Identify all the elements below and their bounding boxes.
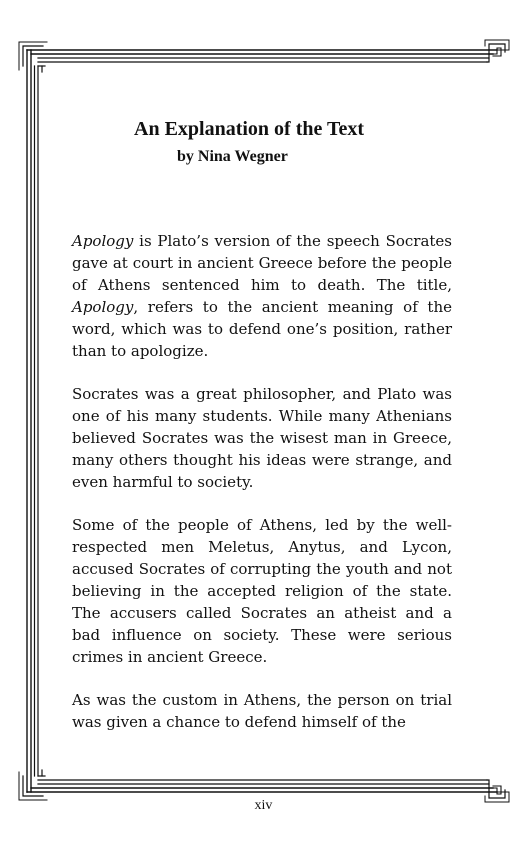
paragraph-2: Socrates was a great philosopher, and Plato was one of his many students. While many Athenians believed Socrates was the wisest man in Greece, many others thought his ideas were strange, and even harmful to society. — [72, 385, 452, 491]
chapter-heading — [72, 117, 452, 167]
paragraph-4: As was the custom in Athens, the person on trial was given a chance to defend himself of the — [72, 691, 452, 731]
paragraph-1 — [72, 230, 452, 362]
paragraph-text: is Plato’s version of the speech Socrates gave at court in ancient Greece before the people of Athens sentenced him to death. The title, — [72, 232, 452, 294]
author-byline: by Nina Wegner — [177, 148, 288, 165]
paragraph-text: , refers to the ancient meaning of the word, which was to defend one’s position, rather than to apologize. — [72, 298, 452, 360]
italic-term: Apology — [72, 232, 134, 250]
page-number: xiv — [254, 798, 273, 813]
body-text — [72, 230, 452, 754]
page-title: An Explanation of the Text — [134, 118, 365, 140]
italic-term: Apology — [72, 298, 134, 316]
paragraph-3: Some of the people of Athens, led by the well-respected men Meletus, Anytus, and Lycon, accused Socrates of corrupting the youth and not believing in the accepted religion of the state. The accusers called Socrates an atheist and a bad influence on society. These were serious crimes in ancient Greece. — [72, 516, 452, 666]
